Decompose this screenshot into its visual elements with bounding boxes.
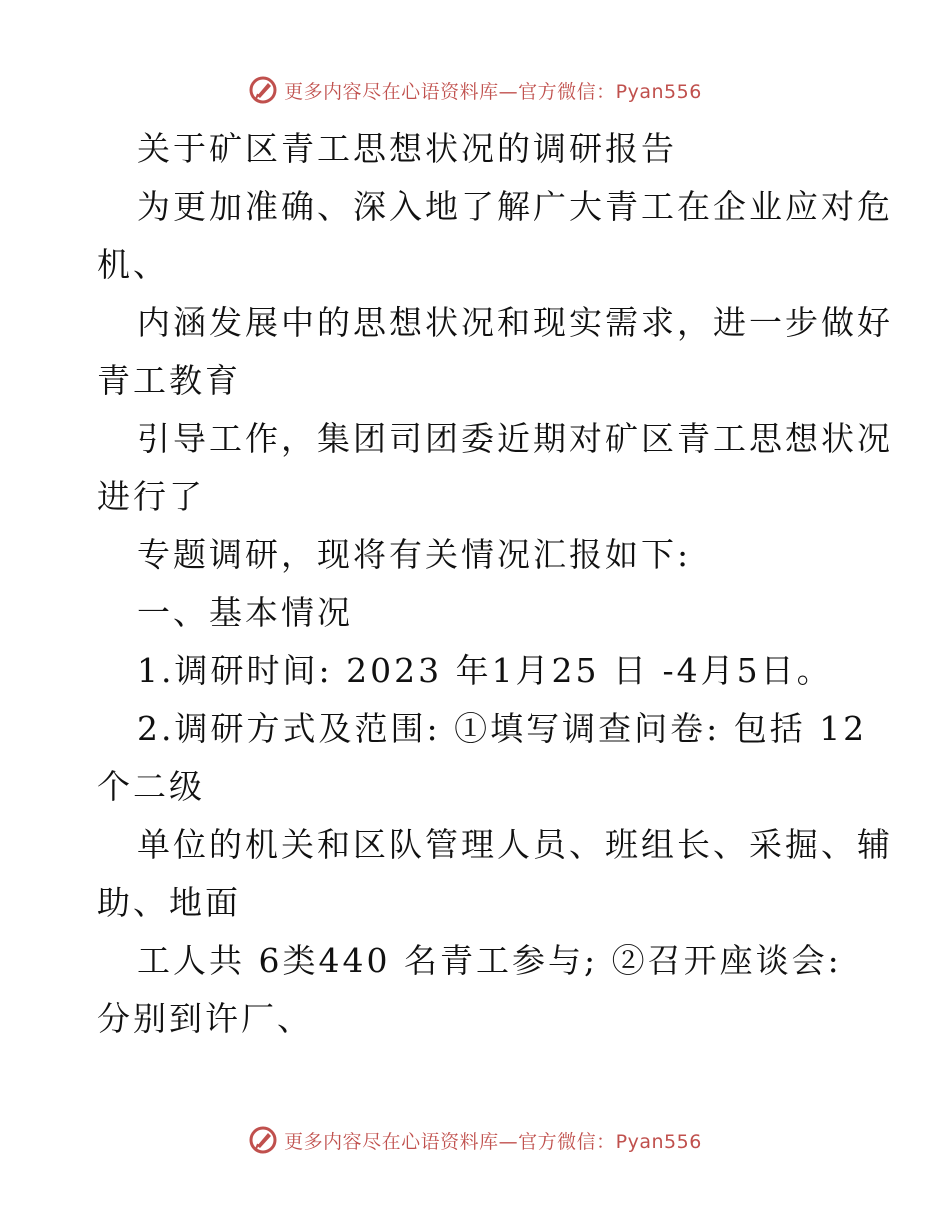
quill-pen-logo-icon bbox=[248, 1125, 278, 1155]
document-body bbox=[97, 120, 893, 1048]
paragraph-line: 工人共 6类440 名青工参与; ②召开座谈会: bbox=[137, 941, 842, 980]
paragraph-line: 助、地面 bbox=[97, 883, 241, 922]
paragraph-line: 专题调研，现将有关情况汇报如下: bbox=[137, 535, 692, 574]
header-watermark-banner bbox=[0, 70, 950, 110]
paragraph-line: 引导工作，集团司团委近期对矿区青工思想状况 bbox=[137, 419, 893, 458]
paragraph-line: 青工教育 bbox=[97, 361, 241, 400]
watermark-text: 更多内容尽在心语资料库—官方微信：Pyan556 bbox=[284, 80, 702, 103]
quill-pen-logo-icon bbox=[248, 75, 278, 105]
paragraph-line: 分别到许厂、 bbox=[97, 999, 313, 1038]
paragraph-line: 内涵发展中的思想状况和现实需求，进一步做好 bbox=[137, 303, 893, 342]
paragraph-line: 2.调研方式及范围: ①填写调查问卷: 包括 12 bbox=[137, 709, 868, 748]
paragraph-line: 机、 bbox=[97, 245, 169, 284]
paragraph-line: 个二级 bbox=[97, 767, 205, 806]
paragraph-line: 为更加准确、深入地了解广大青工在企业应对危 bbox=[137, 187, 893, 226]
paragraph-line: 进行了 bbox=[97, 477, 205, 516]
document-title: 关于矿区青工思想状况的调研报告 bbox=[137, 129, 677, 168]
watermark-text: 更多内容尽在心语资料库—官方微信：Pyan556 bbox=[284, 1130, 702, 1153]
paragraph-line: 1.调研时间: 2023 年1月25 日 -4月5日。 bbox=[137, 651, 833, 690]
paragraph-line: 单位的机关和区队管理人员、班组长、采掘、辅 bbox=[137, 825, 893, 864]
section-heading: 一、基本情况 bbox=[137, 593, 353, 632]
footer-watermark-banner bbox=[0, 1120, 950, 1160]
